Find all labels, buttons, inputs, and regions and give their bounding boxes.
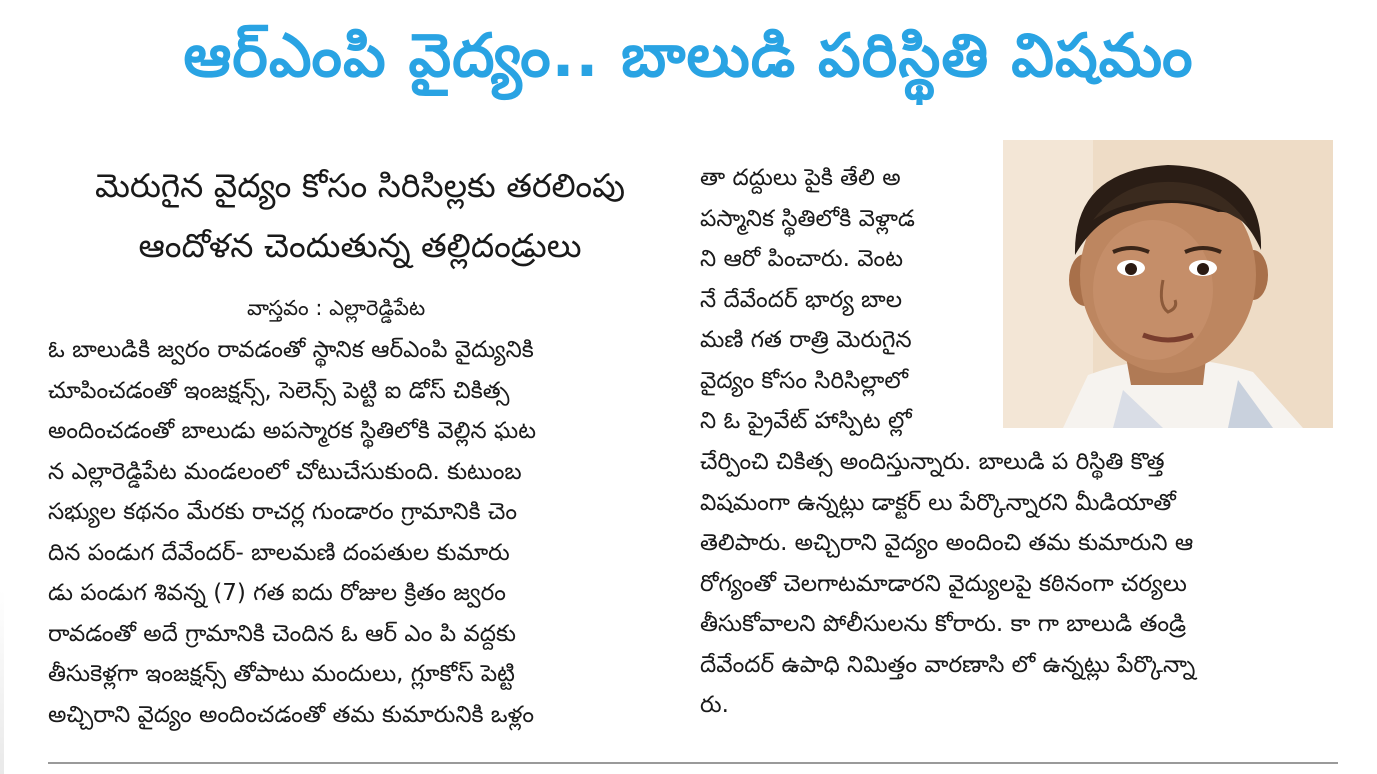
body-line: వైద్యం కోసం సిరిసిల్లాలో: [700, 367, 908, 394]
body-line: సభ్యుల కథనం మేరకు రాచర్ల గుండారం గ్రామానికి చెం: [48, 499, 518, 525]
page-edge-shadow: [0, 590, 4, 774]
dateline: వాస్తవం : ఎల్లారెడ్డిపేట: [247, 296, 426, 320]
body-line: దిన పండుగ దేవేందర్- బాలమణి దంపతుల కుమారు: [48, 539, 510, 566]
body-line: అచ్చిరాని వైద్యం అందించడంతో తమ కుమారునికి ఒళ్లం: [48, 701, 535, 728]
body-line: విషమంగా ఉన్నట్లు డాక్టర్ లు పేర్కొన్నారని మీడియాతో: [700, 489, 1176, 516]
body-line: తీసుకోవాలని పోలీసులను కోరారు. కా గా బాలుడి తండ్రి: [700, 611, 1187, 637]
boy-photo: [1003, 140, 1333, 428]
headline: ఆర్‌ఎంపి వైద్యం.. బాలుడి పరిస్థితి విషమం: [183, 21, 1194, 91]
subheading-1: మెరుగైన వైద్యం కోసం సిరిసిల్లకు తరలింపు: [94, 166, 626, 205]
body-line: డు పండుగ శివన్న (7) గత ఐదు రోజుల క్రితం జ్వరం: [48, 580, 506, 606]
body-line: రావడంతో అదే గ్రామానికి చెందిన ఓ ఆర్ ఎం పి వద్దకు: [48, 620, 516, 647]
subheading-2: ఆందోళన చెందుతున్న తల్లిదండ్రులు: [138, 226, 582, 265]
body-line: తా దద్దులు పైకి తేలి అ: [700, 165, 901, 191]
body-line: న ఎల్లారెడ్డిపేట మండలంలో చోటుచేసుకుంది. కుటుంబ: [48, 458, 522, 485]
body-line: తెలిపారు. అచ్చిరాని వైద్యం అందించి తమ కుమారుని ఆ: [700, 530, 1194, 556]
boy-photo-illustration: [1003, 140, 1333, 428]
body-line: అందించడంతో బాలుడు అపస్మారక స్థితిలోకి వెల్లిన ఘట: [48, 418, 536, 444]
body-line: చూపించడంతో ఇంజక్షన్స్, సెలెన్స్ పెట్టి ఐ డోస్ చికిత్స: [48, 377, 510, 404]
body-line: ని ఆరో పించారు. వెంట: [700, 246, 903, 272]
body-line: తీసుకెళ్లగా ఇంజక్షన్స్ తోపాటు మందులు, గ్లూకోస్ పెట్టి: [48, 661, 515, 687]
body-line: మణి గత రాత్రి మెరుగైన: [700, 327, 912, 353]
body-line: రు.: [700, 692, 729, 718]
body-line: నే దేవేందర్ భార్య బాల: [700, 286, 903, 313]
body-line: పస్మానిక స్థితిలోకి వెళ్లాడ: [700, 205, 915, 232]
body-line: రోగ్యంతో చెలగాటమాడారని వైద్యులపై కఠినంగా చర్యలు: [700, 570, 1187, 597]
body-line: ఓ బాలుడికి జ్వరం రావడంతో స్థానిక ఆర్‌ఎంపి వైద్యునికి: [48, 337, 534, 363]
body-column-right-bottom: [700, 442, 1340, 726]
bottom-divider: [48, 762, 1338, 764]
body-line: దేవేందర్ ఉపాధి నిమిత్తం వారణాసి లో ఉన్నట్లు పేర్కొన్నా: [700, 651, 1196, 678]
body-column-left: [48, 330, 678, 735]
body-line: చేర్పించి చికిత్స అందిస్తున్నారు. బాలుడి ప రిస్థితి కొత్త: [700, 449, 1165, 475]
body-line: ని ఓ ప్రైవేట్ హాస్పిట ల్లో: [700, 408, 912, 434]
body-column-right-top: [700, 158, 985, 442]
